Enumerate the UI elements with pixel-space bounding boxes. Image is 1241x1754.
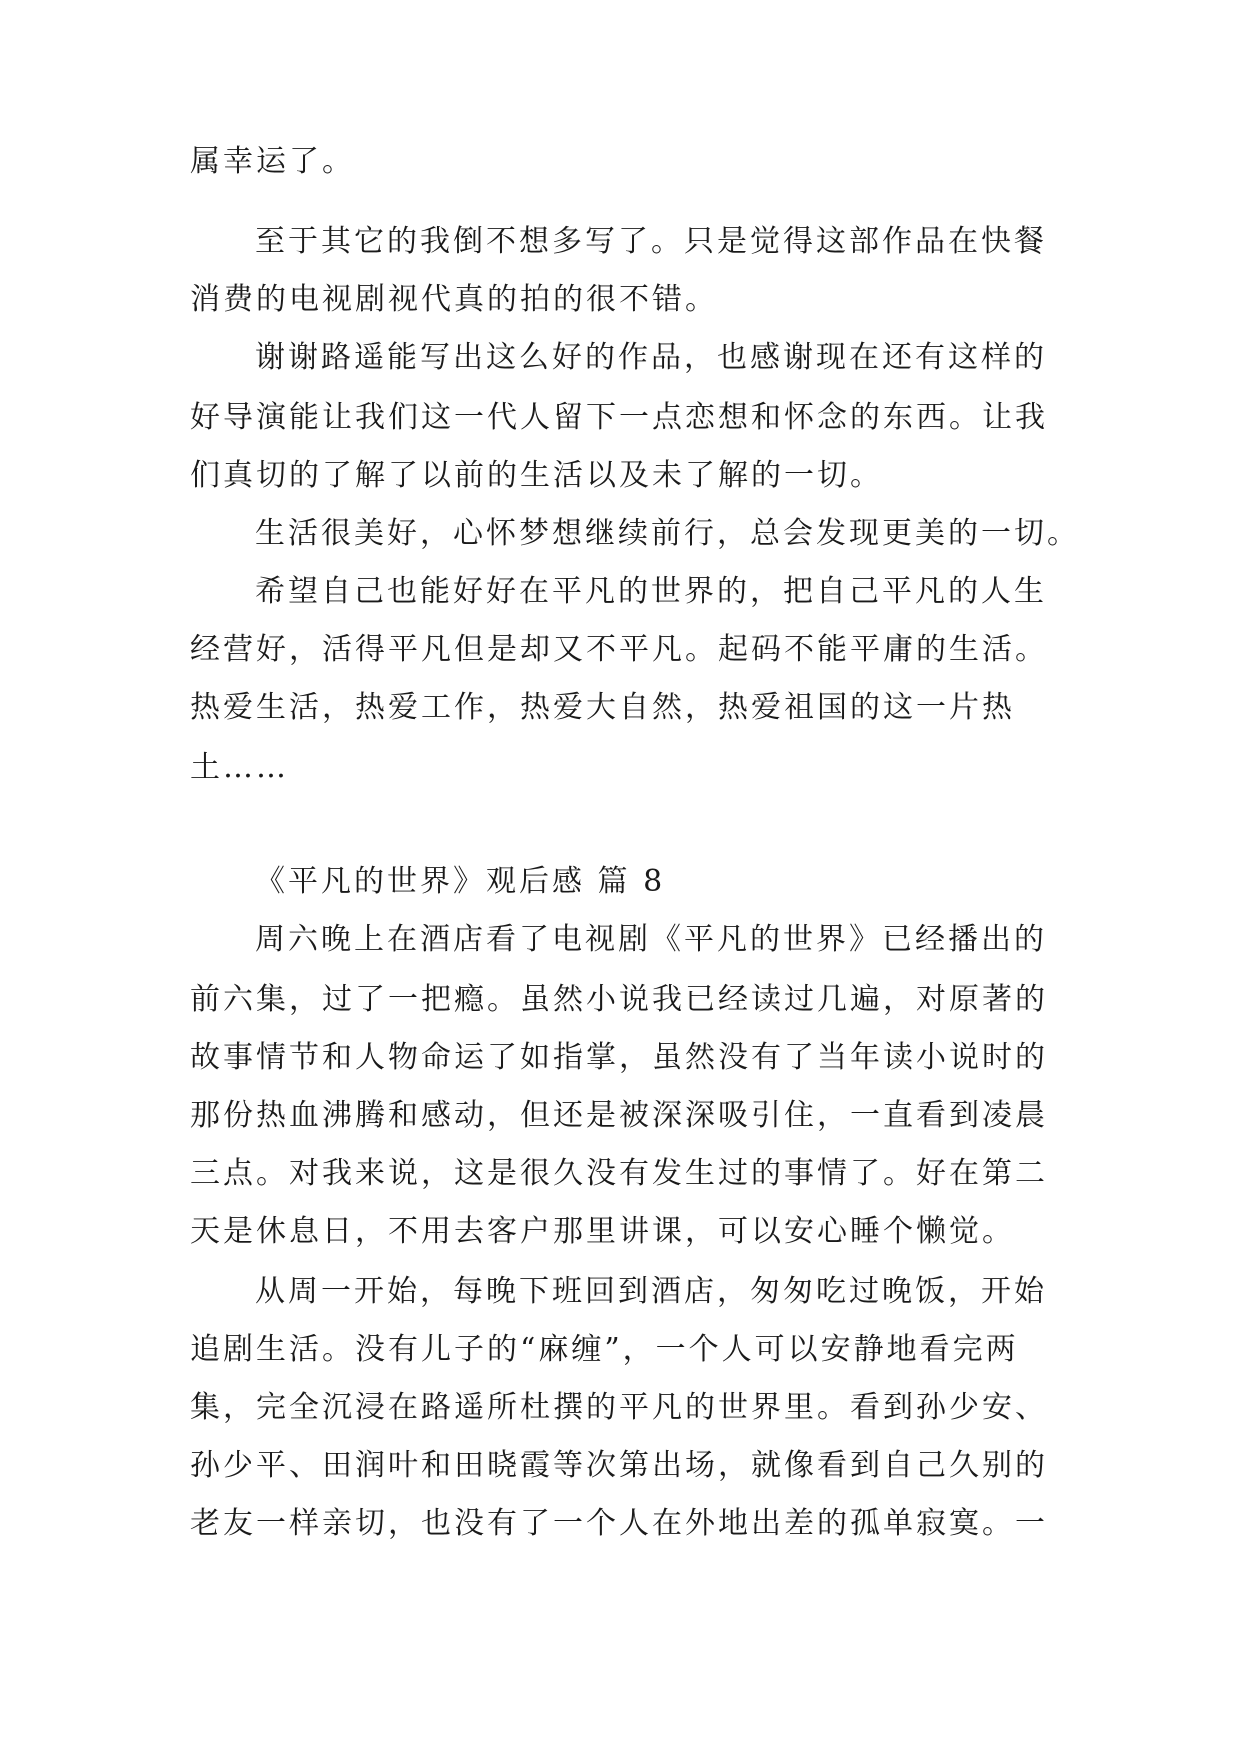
paragraph-line: 至于其它的我倒不想多写了。只是觉得这部作品在快餐 xyxy=(255,224,1047,259)
paragraph-line: 好导演能让我们这一代人留下一点恋想和怀念的东西。让我 xyxy=(190,400,1048,435)
paragraph-line: 们真切的了解了以前的生活以及未了解的一切。 xyxy=(190,458,883,493)
paragraph-line: 天是休息日，不用去客户那里讲课，可以安心睡个懒觉。 xyxy=(190,1214,1015,1249)
paragraph-line: 孙少平、田润叶和田晓霞等次第出场，就像看到自己久别的 xyxy=(190,1448,1048,1483)
paragraph-line: 希望自己也能好好在平凡的世界的，把自己平凡的人生 xyxy=(255,574,1047,609)
paragraph-line: 热爱生活，热爱工作，热爱大自然，热爱祖国的这一片热 xyxy=(190,690,1015,725)
paragraph-line: 周六晚上在酒店看了电视剧《平凡的世界》已经播出的 xyxy=(255,922,1047,957)
paragraph-line: 谢谢路遥能写出这么好的作品，也感谢现在还有这样的 xyxy=(255,340,1047,375)
paragraph-line: 生活很美好，心怀梦想继续前行，总会发现更美的一切。 xyxy=(255,516,1080,551)
paragraph-line: 老友一样亲切，也没有了一个人在外地出差的孤单寂寞。一 xyxy=(190,1506,1048,1541)
paragraph-line: 前六集，过了一把瘾。虽然小说我已经读过几遍，对原著的 xyxy=(190,982,1048,1017)
paragraph-line: 从周一开始，每晚下班回到酒店，匆匆吃过晚饭，开始 xyxy=(255,1274,1047,1309)
paragraph-line: 那份热血沸腾和感动，但还是被深深吸引住，一直看到凌晨 xyxy=(190,1098,1048,1133)
paragraph-line: 三点。对我来说，这是很久没有发生过的事情了。好在第二 xyxy=(190,1156,1048,1191)
section-heading: 《平凡的世界》观后感 篇 8 xyxy=(255,864,666,899)
paragraph-line: 经营好，活得平凡但是却又不平凡。起码不能平庸的生活。 xyxy=(190,632,1048,667)
paragraph-line: 消费的电视剧视代真的拍的很不错。 xyxy=(190,282,718,317)
paragraph-line: 土…… xyxy=(190,750,289,785)
paragraph-line: 追剧生活。没有儿子的“麻缠”，一个人可以安静地看完两 xyxy=(190,1332,1019,1367)
paragraph-line: 属幸运了。 xyxy=(190,144,355,179)
paragraph-line: 故事情节和人物命运了如指掌，虽然没有了当年读小说时的 xyxy=(190,1040,1048,1075)
paragraph-line: 集，完全沉浸在路遥所杜撰的平凡的世界里。看到孙少安、 xyxy=(190,1390,1048,1425)
